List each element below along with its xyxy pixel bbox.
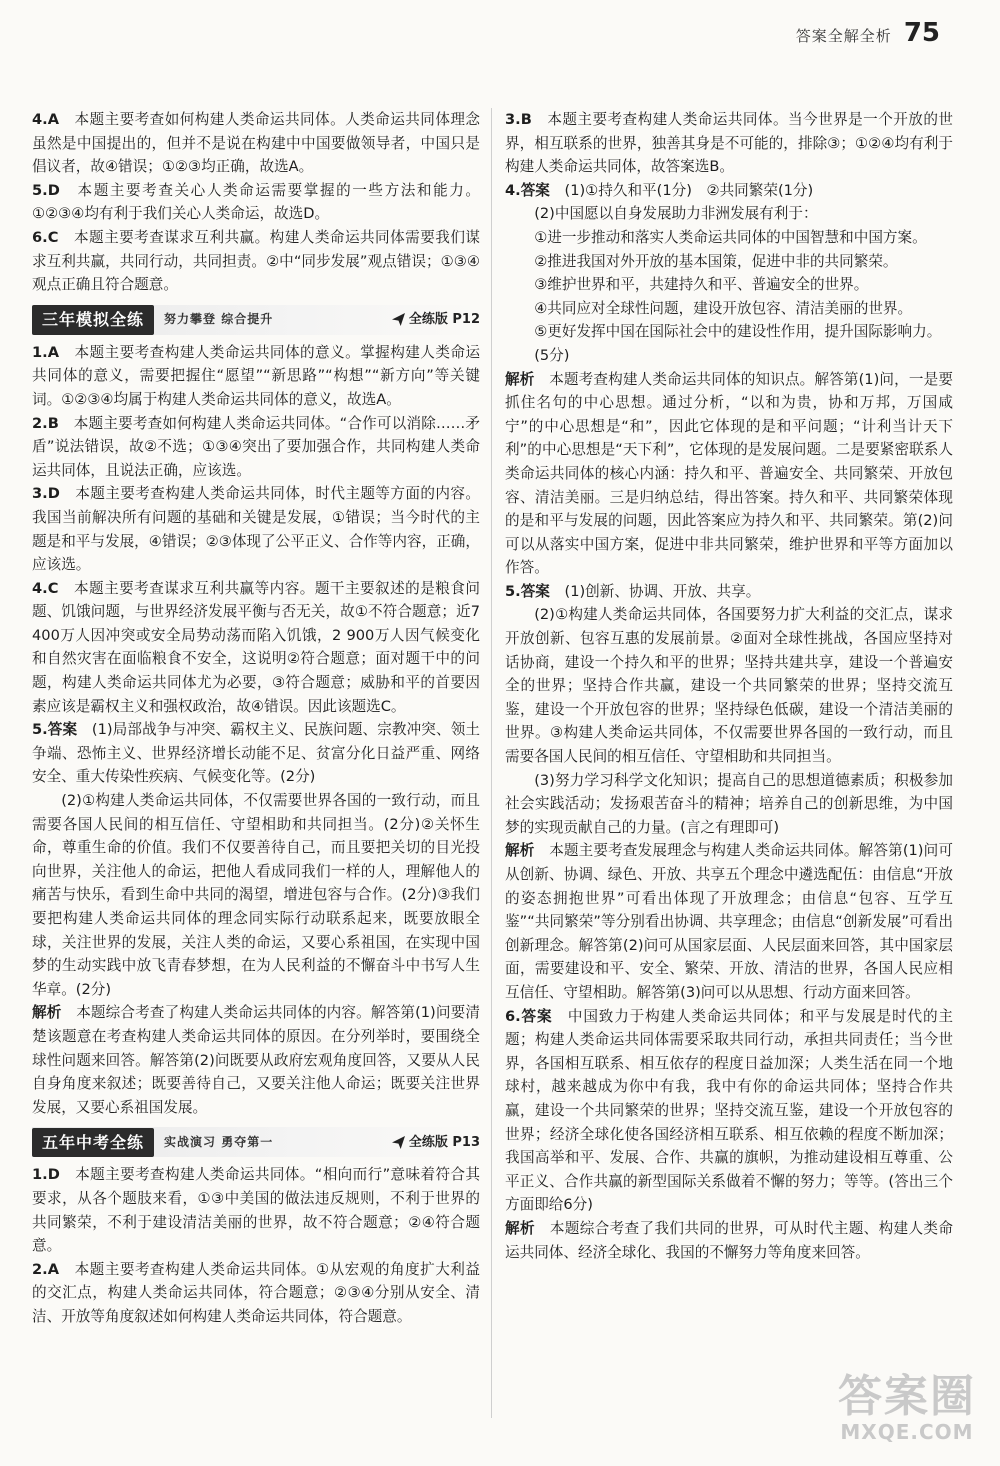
answer-item xyxy=(505,580,953,604)
answer-item xyxy=(32,577,485,719)
right-column xyxy=(505,108,953,1264)
analysis xyxy=(505,839,953,1004)
answer-paragraph: (3)努力学习科学文化知识；提高自己的思想道德素质；积极参加社会实践活动；发扬艰苦奋斗的精神；培养自己的创新思维，为中国梦的实现贡献自己的力量。(言之有理即可) xyxy=(505,771,953,836)
item-text: 本题主要考查谋求互利共赢等内容。题干主要叙述的是粮食问题、饥饿问题，与世界经济发展平衡与否无关，故①不符合题意；近7 400万人因冲突或安全局势动荡而陷入饥饿，2 900万人因气候变化和自然灾害在面临粮食不安全，这说明②符合题意；面对题干中的问题，构建人类命运共同体尤为必要，③符合题意；威胁和平的首要因素应该是霸权主义和强权政治，故④错误。因此该题选C。 xyxy=(32,579,485,715)
answer-item xyxy=(32,412,480,483)
item-text: 本题主要考查如何构建人类命运共同体。“合作可以消除……矛盾”说法错误，故②不选；①③④突出了要加强合作，共同构建人类命运共同体，且说法正确，应该选。 xyxy=(32,414,480,479)
analysis xyxy=(32,1001,480,1119)
item-number: 2.A xyxy=(32,1260,59,1278)
answer-paragraph: ②推进我国对外开放的基本国策，促进中非的共同繁荣。 xyxy=(534,252,898,270)
item-number: 3.B xyxy=(505,111,532,128)
item-number: 3.D xyxy=(32,485,60,503)
item-text: 本题主要考查构建人类命运共同体。“相向而行”意味着符合其要求，从各个题肢来看，①③中美国的做法违反规则，不利于世界的共同繁荣，不利于建设清洁美丽的世界，故不符合题意；②④符合题意。 xyxy=(32,1166,480,1255)
answer-item xyxy=(32,1258,480,1329)
analysis-label: 解析 xyxy=(32,1004,62,1022)
paper-plane-icon xyxy=(392,1136,405,1149)
analysis-text: 本题考查构建人类命运共同体的知识点。解答第(1)问，一是要抓住名句的中心思想。通过分析，“以和为贵，协和万邦，万国咸宁”的中心思想是“和”，因此它体现的是和平问题；“计利当计天下利”的中心思想是“天下利”，它体现的是发展问题。二是要紧密联系人类命运共同体的核心内涵：持久和平、普遍安全、共同繁荣、开放包容、清洁美丽。三是归纳总结，得出答案。持久和平、共同繁荣体现的是和平与发展的问题，因此答案应为持久和平、共同繁荣。第(2)问可以从落实中国方案，促进中非共同繁荣，维护世界和平等方面加以作答。 xyxy=(505,370,953,577)
analysis xyxy=(505,1217,953,1264)
answer-item xyxy=(32,482,480,576)
page-number: 75 xyxy=(903,18,940,48)
answer-part: (1)局部战争与冲突、霸权主义、民族问题、宗教冲突、领土争端、恐怖主义、世界经济增长动能不足、贫富分化日益严重、网络安全、重大传染性疾病、气候变化等。(2分) xyxy=(32,721,480,786)
answer-item xyxy=(505,179,953,203)
section-title: 三年模拟全练 xyxy=(32,305,154,335)
section-title: 五年中考全练 xyxy=(32,1128,154,1158)
analysis-text: 本题综合考查了构建人类命运共同体的内容。解答第(1)问要清楚该题意在考查构建人类命运共同体的原因。在分列举时，要围绕全球性问题来回答。解答第(2)问既要从政府宏观角度回答，又要从人民自身角度来叙述；既要善待自己，又要关注他人命运；既要关注世界发展，又要心系祖国发展。 xyxy=(32,1004,480,1116)
item-text: 本题主要考查构建人类命运共同体。当今世界是一个开放的世界，相互联系的世界，独善其身是不可能的，排除③；①②④均有利于构建人类命运共同体，故答案选B。 xyxy=(505,111,953,176)
answer-item xyxy=(505,108,953,179)
book-title: 答案全解全析 xyxy=(795,27,892,45)
answer-label: 6.答案 xyxy=(505,1007,553,1025)
page-header xyxy=(796,18,940,48)
item-text: 本题主要考查如何构建人类命运共同体。人类命运共同体理念虽然是中国提出的，但并不是说在构建中中国要做领导者，中国只是倡议者，故④错误；①②③均正确，故选A。 xyxy=(32,111,480,176)
section-reference-text: 全练版 P13 xyxy=(408,1134,480,1150)
answer-part: 中国致力于构建人类命运共同体；和平与发展是时代的主题；构建人类命运共同体需要采取共同行动，承担共同责任；当今世界，各国相互联系、相互依存的程度日益加深；人类生活在同一个地球村，越来越成为你中有我，我中有你的命运共同体；坚持合作共赢，建设一个共同繁荣的世界；坚持交流互鉴，建设一个开放包容的世界；经济全球化使各国经济相互联系、相互依赖的程度不断加深；我国高举和平、发展、合作、共赢的旗帜，为推动建设相互尊重、公平正义、合作共赢的新型国际关系做着不懈的努力；等等。(答出三个方面即给6分) xyxy=(505,1007,953,1214)
answer-paragraph: (2)①构建人类命运共同体，各国要努力扩大利益的交汇点，谋求开放创新、包容互惠的发展前景。②面对全球性挑战，各国应坚持对话协商，建设一个持久和平的世界；坚持共建共享，建设一个普遍安全的世界；坚持合作共赢，建设一个共同繁荣的世界；坚持交流互鉴，建设一个开放包容的世界；坚持绿色低碳，建设一个清洁美丽的世界。③构建人类命运共同体，不仅需要世界各国的一致行动，而且需要各国人民间的相互信任、守望相助和共同担当。 xyxy=(505,606,953,766)
analysis-label: 解析 xyxy=(505,842,535,860)
answer-paragraph: ⑤更好发挥中国在国际社会中的建设性作用，提升国际影响力。 xyxy=(534,323,942,341)
column-divider xyxy=(491,108,492,1418)
answer-item xyxy=(32,226,480,297)
answer-paragraph: ④共同应对全球性问题，建设开放包容、清洁美丽的世界。 xyxy=(534,299,913,317)
item-number: 4.C xyxy=(32,579,59,597)
paper-plane-icon xyxy=(392,313,405,326)
analysis xyxy=(505,368,953,580)
item-number: 2.B xyxy=(32,414,59,432)
answer-item xyxy=(32,179,480,226)
section-motto: 努力攀登 综合提升 xyxy=(164,311,274,326)
item-number: 5.D xyxy=(32,181,60,199)
answer-part: (1)①持久和平(1分) ②共同繁荣(1分) xyxy=(564,181,814,199)
answer-item xyxy=(32,341,480,412)
answer-paragraph: ①进一步推动和落实人类命运共同体的中国智慧和中国方案。 xyxy=(534,228,927,246)
answer-item xyxy=(505,1005,953,1217)
section-banner-five-year xyxy=(32,1127,480,1157)
answer-paragraph: ③维护世界和平，共建持久和平、普遍安全的世界。 xyxy=(534,276,869,294)
item-text: 本题主要考查构建人类命运共同体，时代主题等方面的内容。我国当前解决所有问题的基础和关键是发展，①错误；当今时代的主题是和平与发展，④错误；②③体现了公平正义、合作等内容，正确，应该选。 xyxy=(32,485,480,574)
analysis-text: 本题综合考查了我们共同的世界，可从时代主题、构建人类命运共同体、经济全球化、我国的不懈努力等角度来回答。 xyxy=(505,1219,953,1261)
answer-label: 5.答案 xyxy=(32,721,78,739)
watermark-sub: MXQE.COM xyxy=(840,1420,974,1444)
answer-label: 4.答案 xyxy=(505,181,550,199)
answer-item xyxy=(32,1163,480,1257)
analysis-label: 解析 xyxy=(505,1219,535,1237)
item-text: 本题主要考查关心人类命运需要掌握的一些方法和能力。①②③④均有利于我们关心人类命运，故选D。 xyxy=(32,181,480,223)
answer-label: 5.答案 xyxy=(505,582,550,600)
item-text: 本题主要考查构建人类命运共同体的意义。掌握构建人类命运共同体的意义，需要把握住“愿望”“新思路”“构想”“新方向”等关键词。①②③④均属于构建人类命运共同体的意义，故选A。 xyxy=(32,343,480,408)
item-number: 4.A xyxy=(32,111,59,128)
answer-item xyxy=(32,108,480,179)
item-number: 1.D xyxy=(32,1166,60,1184)
section-motto: 实战演习 勇夺第一 xyxy=(164,1134,274,1149)
answer-paragraph: (2)①构建人类命运共同体，不仅需要世界各国的一致行动，而且需要各国人民间的相互信任、守望相助和共同担当。(2分)②关怀生命，尊重生命的价值。我们不仅要善待自己，而且要把关切的目光投向世界，关注他人的命运，把他人看成同我们一样的人，理解他人的痛苦与快乐，看到生命中共同的渴望，增进包容与合作。(2分)③我们要把构建人类命运共同体的理念同实际行动联系起来，既要放眼全球，关注世界的发展，关注人类的命运，又要心系祖国，在实现中国梦的生动实践中放飞青春梦想，在为人民利益的不懈奋斗中书写人生华章。(2分) xyxy=(32,792,480,998)
section-reference xyxy=(392,308,480,332)
section-banner-three-year xyxy=(32,305,480,335)
answer-paragraph: (5分) xyxy=(534,346,570,364)
analysis-label: 解析 xyxy=(505,370,535,388)
section-reference-text: 全练版 P12 xyxy=(408,311,480,327)
site-watermark xyxy=(838,1360,976,1444)
analysis-text: 本题主要考查发展理念与构建人类命运共同体。解答第(1)问可从创新、协调、绿色、开放、共享五个理念中遴选配伍：由信息“开放的姿态拥抱世界”可看出体现了开放理念；由信息“包容、互学互鉴”“共同繁荣”等分别看出协调、共享理念；由信息“创新发展”可看出创新理念。解答第(2)问可从国家层面、人民层面来回答，其中国家层面，需要建设和平、安全、繁荣、开放、清洁的世界，各国人民应相互信任、守望相助。解答第(3)问可以从思想、行动方面来回答。 xyxy=(505,842,953,1001)
item-text: 本题主要考查谋求互利共赢。构建人类命运共同体需要我们谋求互利共赢，共同行动，共同担责。②中“同步发展”观点错误；①③④观点正确且符合题意。 xyxy=(32,228,480,294)
item-text: 本题主要考查构建人类命运共同体。①从宏观的角度扩大利益的交汇点，构建人类命运共同体，符合题意；②③④分别从安全、清洁、开放等角度叙述如何构建人类命运共同体，符合题意。 xyxy=(32,1260,480,1325)
answer-paragraph: (2)中国愿以自身发展助力非洲发展有利于： xyxy=(534,205,818,223)
answer-item xyxy=(32,718,480,789)
left-column xyxy=(32,108,485,1329)
item-number: 6.C xyxy=(32,228,59,246)
item-number: 1.A xyxy=(32,343,59,361)
answer-part: (1)创新、协调、开放、共享。 xyxy=(564,582,761,600)
section-reference xyxy=(392,1131,480,1155)
watermark-main: 答案圈 xyxy=(838,1371,976,1422)
